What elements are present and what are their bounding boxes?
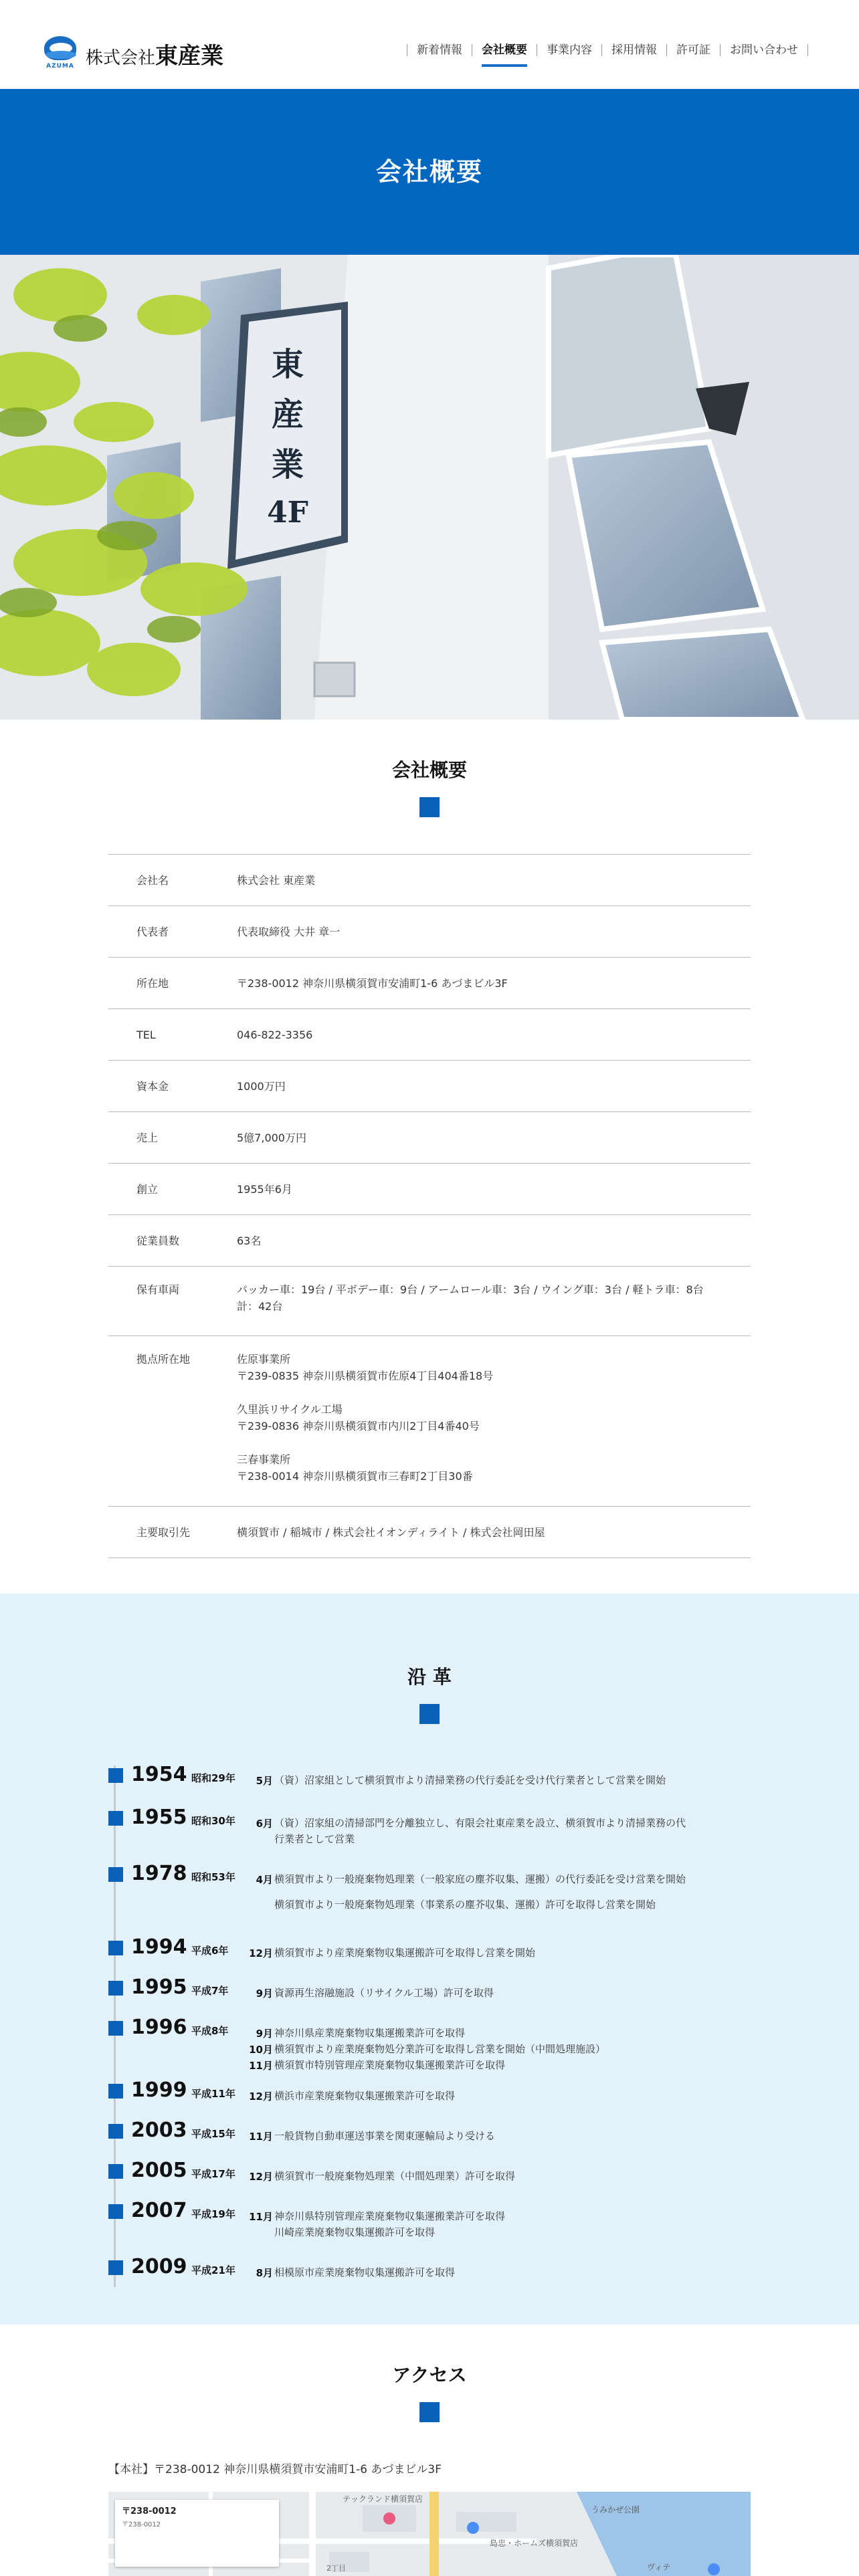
history-text — [274, 1945, 756, 1961]
overview-row — [108, 1336, 751, 1507]
history-text — [274, 2057, 756, 2073]
map-label-shimachu: 島忠・ホームズ横須賀店 — [490, 2539, 579, 2548]
history-marker — [108, 1981, 123, 1996]
overview-row-value — [237, 872, 751, 905]
overview-row-value — [237, 1130, 751, 1163]
overview-row-value — [237, 975, 751, 1008]
overview-row-line: 1000万円 — [237, 1080, 286, 1093]
history-text-line: 横浜市産業廃棄物収集運搬業許可を取得 — [274, 2090, 456, 2102]
main-nav — [407, 44, 808, 56]
company-name: 東産業 — [155, 42, 224, 70]
history-year: 1954 — [131, 1763, 187, 1786]
history-year: 2005 — [131, 2159, 187, 2182]
overview-row-line: 63名 — [237, 1235, 262, 1247]
svg-text:業: 業 — [271, 446, 304, 484]
overview-row-line: 久里浜リサイクル工場 — [237, 1403, 343, 1416]
history-text-line: （資）沼家組として横須賀市より清掃業務の代行委託を受け代行業者として営業を開始 — [274, 1774, 666, 1786]
overview-row-line: 〒238-0014 神奈川県横須賀市三春町2丁目30番 — [237, 1470, 473, 1483]
history-text-line: 一般貨物自動車運送事業を関東運輸局より受ける — [274, 2130, 496, 2142]
overview-row — [108, 1507, 751, 1558]
building-photo-illustration — [0, 255, 859, 720]
history-text — [274, 1772, 756, 1788]
overview-row-line: 横須賀市 / 稲城市 / 株式会社イオンディライト / 株式会社岡田屋 — [237, 1526, 545, 1539]
history-marker — [108, 1768, 123, 1783]
overview-row-label: 従業員数 — [136, 1235, 180, 1247]
history-text-line: 横須賀市特別管理産業廃棄物収集運搬業許可を取得 — [274, 2059, 506, 2071]
history-text-line: 横須賀市より産業廃棄物収集運搬許可を取得し営業を開始 — [274, 1947, 536, 1959]
overview-row-value — [237, 924, 751, 957]
overview-row-value — [237, 1027, 751, 1060]
map-card-title: 〒238-0012 — [122, 2506, 177, 2516]
overview-row-line: 046-822-3356 — [237, 1029, 313, 1041]
overview-row — [108, 1112, 751, 1164]
history-marker — [108, 1811, 123, 1826]
history-text — [274, 1815, 756, 1847]
history-year: 1994 — [131, 1935, 187, 1959]
map-label-2chome: 2丁目 — [326, 2564, 346, 2573]
history-text — [274, 2128, 756, 2144]
company-logotype — [86, 37, 223, 70]
overview-row-label: 代表者 — [136, 926, 169, 938]
history-text — [274, 2025, 756, 2041]
overview-row-label: 会社名 — [136, 874, 169, 887]
history-marker — [108, 2164, 123, 2179]
svg-text:東: 東 — [271, 346, 304, 383]
history-title: 沿 革 — [407, 1666, 452, 1688]
history-text-line: 横須賀市一般廃棄物処理業（中間処理業）許可を取得 — [274, 2170, 516, 2182]
history-era: 平成6年 — [191, 1945, 229, 1957]
history-year: 2009 — [131, 2255, 187, 2278]
history-month: 9月 — [256, 1988, 273, 2000]
history-text — [274, 1985, 756, 2001]
overview-row-line: 〒238-0012 神奈川県横須賀市安浦町1-6 あづまビル3F — [237, 977, 508, 990]
overview-row-line: 計：42台 — [237, 1300, 283, 1313]
history-text-line: （資）沼家組の清掃部門を分離独立し、有限会社東産業を設立、横須賀市より清掃業務の代 — [274, 1817, 686, 1829]
nav-item-5[interactable]: 許可証 — [666, 44, 720, 56]
history-year: 2003 — [131, 2119, 187, 2142]
overview-row-line: 佐原事業所 — [237, 1353, 291, 1366]
overview-row-label: 主要取引先 — [136, 1526, 191, 1539]
overview-row — [108, 855, 751, 906]
history-month: 9月 — [256, 2028, 273, 2040]
overview-row-value — [237, 1351, 751, 1506]
map-card-sub: 〒238-0012 — [122, 2521, 161, 2529]
history-text-line: 神奈川県特別管理産業廃棄物収集運搬業許可を取得 — [274, 2210, 506, 2222]
history-text-line: 横須賀市より産業廃棄物処分業許可を取得し営業を開始（中間処理施設） — [274, 2043, 606, 2055]
history-era: 平成21年 — [191, 2264, 235, 2276]
access-title: アクセス — [392, 2364, 467, 2386]
nav-item-3[interactable]: 事業内容 — [537, 44, 601, 56]
overview-row — [108, 1267, 751, 1336]
svg-text:4F: 4F — [267, 496, 308, 530]
logo[interactable] — [43, 33, 223, 74]
overview-row-line: 〒239-0836 神奈川県横須賀市内川2丁目4番40号 — [237, 1420, 480, 1432]
history-era: 平成7年 — [191, 1985, 229, 1997]
embedded-map[interactable] — [108, 2492, 751, 2576]
map-label-techland: テックランド横須賀店 — [343, 2494, 423, 2504]
company-prefix: 株式会社 — [86, 47, 156, 68]
overview-row-value — [237, 1181, 751, 1214]
nav-item-1[interactable]: 新着情報 — [407, 44, 472, 56]
nav-item-4[interactable]: 採用情報 — [601, 44, 666, 56]
overview-row-value — [237, 1078, 751, 1111]
overview-row-line — [237, 1384, 731, 1401]
access-address: 【本社】〒238-0012 神奈川県横須賀市安浦町1-6 あづまビル3F — [108, 2463, 442, 2476]
history-year: 1995 — [131, 1975, 187, 1999]
history-month: 5月 — [256, 1775, 273, 1787]
map-label-vite: ヴィテ — [647, 2563, 671, 2572]
building-photo — [0, 255, 859, 720]
history-text-line: 神奈川県産業廃棄物収集運搬業許可を取得 — [274, 2027, 466, 2039]
nav-item-2[interactable]: 会社概要 — [472, 44, 537, 56]
history-text — [274, 2088, 756, 2104]
history-month: 12月 — [249, 2090, 273, 2103]
history-text — [274, 2041, 756, 2057]
history-era: 昭和30年 — [191, 1815, 235, 1827]
overview-row-value — [237, 1232, 751, 1266]
history-text-line: 川崎産業廃棄物収集運搬許可を取得 — [274, 2226, 436, 2238]
overview-row-line: 代表取締役 大井 章一 — [237, 926, 341, 938]
history-marker — [108, 2084, 123, 2099]
history-month: 8月 — [256, 2267, 273, 2279]
history-era: 昭和29年 — [191, 1772, 235, 1784]
history-marker — [108, 1941, 123, 1955]
svg-text:産: 産 — [271, 396, 304, 433]
overview-row — [108, 1164, 751, 1215]
page-title: 会社概要 — [375, 157, 483, 187]
history-text-line: 横須賀市より一般廃棄物処理業（事業系の塵芥収集、運搬）許可を取得し営業を開始 — [274, 1899, 656, 1911]
history-era: 平成17年 — [191, 2168, 235, 2180]
history-year: 1978 — [131, 1862, 187, 1885]
overview-row — [108, 958, 751, 1009]
overview-row-label: 拠点所在地 — [136, 1353, 191, 1366]
overview-row-label: 所在地 — [136, 977, 169, 990]
overview-row — [108, 1215, 751, 1267]
nav-item-6[interactable]: お問い合わせ — [720, 44, 808, 56]
overview-row — [108, 906, 751, 958]
history-month: 12月 — [249, 1947, 273, 1959]
map-label-park: うみかぜ公園 — [591, 2505, 640, 2514]
overview-row-label: 創立 — [136, 1183, 159, 1196]
overview-row-line: パッカー車：19台 / 平ボデー車：9台 / アームロール車：3台 / ウイング車：3台 / 軽トラ車：8台 — [237, 1283, 704, 1296]
history-text — [274, 2264, 756, 2280]
history-title-mark — [419, 1704, 440, 1724]
history-text — [274, 2168, 756, 2184]
history-year: 2007 — [131, 2199, 187, 2222]
history-marker — [108, 2260, 123, 2275]
overview-row-label: 資本金 — [136, 1080, 169, 1093]
overview-row — [108, 1061, 751, 1112]
overview-title-mark — [419, 797, 440, 817]
history-text-line: 行業者として営業 — [274, 1833, 355, 1845]
site-header — [0, 0, 859, 89]
logo-sub-text: AZUMA — [46, 63, 74, 70]
history-year: 1996 — [131, 2016, 187, 2039]
overview-row — [108, 1009, 751, 1061]
history-month: 11月 — [249, 2131, 273, 2143]
overview-row-label: 売上 — [136, 1132, 159, 1144]
overview-row-line — [237, 1434, 731, 1451]
map-info-card[interactable] — [115, 2500, 279, 2567]
overview-row-label: TEL — [136, 1029, 156, 1041]
overview-table — [108, 854, 751, 1558]
history-month: 10月 — [249, 2044, 273, 2056]
history-year: 1955 — [131, 1806, 187, 1829]
overview-row-line: 株式会社 東産業 — [237, 874, 316, 887]
overview-row-line: 5億7,000万円 — [237, 1132, 306, 1144]
history-era: 平成11年 — [191, 2088, 235, 2100]
history-marker — [108, 2021, 123, 2036]
history-month: 11月 — [249, 2060, 273, 2072]
overview-row-line: 三春事業所 — [237, 1453, 291, 1466]
history-era: 昭和53年 — [191, 1871, 235, 1883]
history-text-line: 相模原市産業廃棄物収集運搬許可を取得 — [274, 2266, 456, 2278]
history-marker — [108, 2204, 123, 2219]
history-text-line — [274, 1887, 756, 1897]
overview-row-label: 保有車両 — [136, 1283, 180, 1296]
history-era: 平成8年 — [191, 2025, 229, 2037]
history-month: 12月 — [249, 2171, 273, 2183]
logo-mark-icon — [43, 33, 78, 74]
overview-row-line: 1955年6月 — [237, 1183, 292, 1196]
overview-row-value — [237, 1281, 751, 1335]
overview-title: 会社概要 — [391, 759, 467, 781]
access-title-mark — [419, 2402, 440, 2422]
history-era: 平成19年 — [191, 2208, 235, 2220]
history-month: 11月 — [249, 2211, 273, 2223]
history-text — [274, 1871, 756, 1913]
page-hero — [0, 89, 859, 255]
overview-row-value — [237, 1524, 751, 1558]
history-marker — [108, 1867, 123, 1882]
overview-row-line: 〒239-0835 神奈川県横須賀市佐原4丁目404番18号 — [237, 1370, 494, 1382]
history-text-line: 横須賀市より一般廃棄物処理業（一般家庭の塵芥収集、運搬）の代行委託を受け営業を開始 — [274, 1873, 686, 1885]
history-text — [274, 2208, 756, 2240]
history-marker — [108, 2124, 123, 2139]
history-text-line: 資源再生溶融施設（リサイクル工場）許可を取得 — [274, 1987, 494, 1999]
history-month: 4月 — [256, 1874, 273, 1886]
history-year: 1999 — [131, 2078, 187, 2102]
history-month: 6月 — [256, 1818, 273, 1830]
history-era: 平成15年 — [191, 2128, 235, 2140]
